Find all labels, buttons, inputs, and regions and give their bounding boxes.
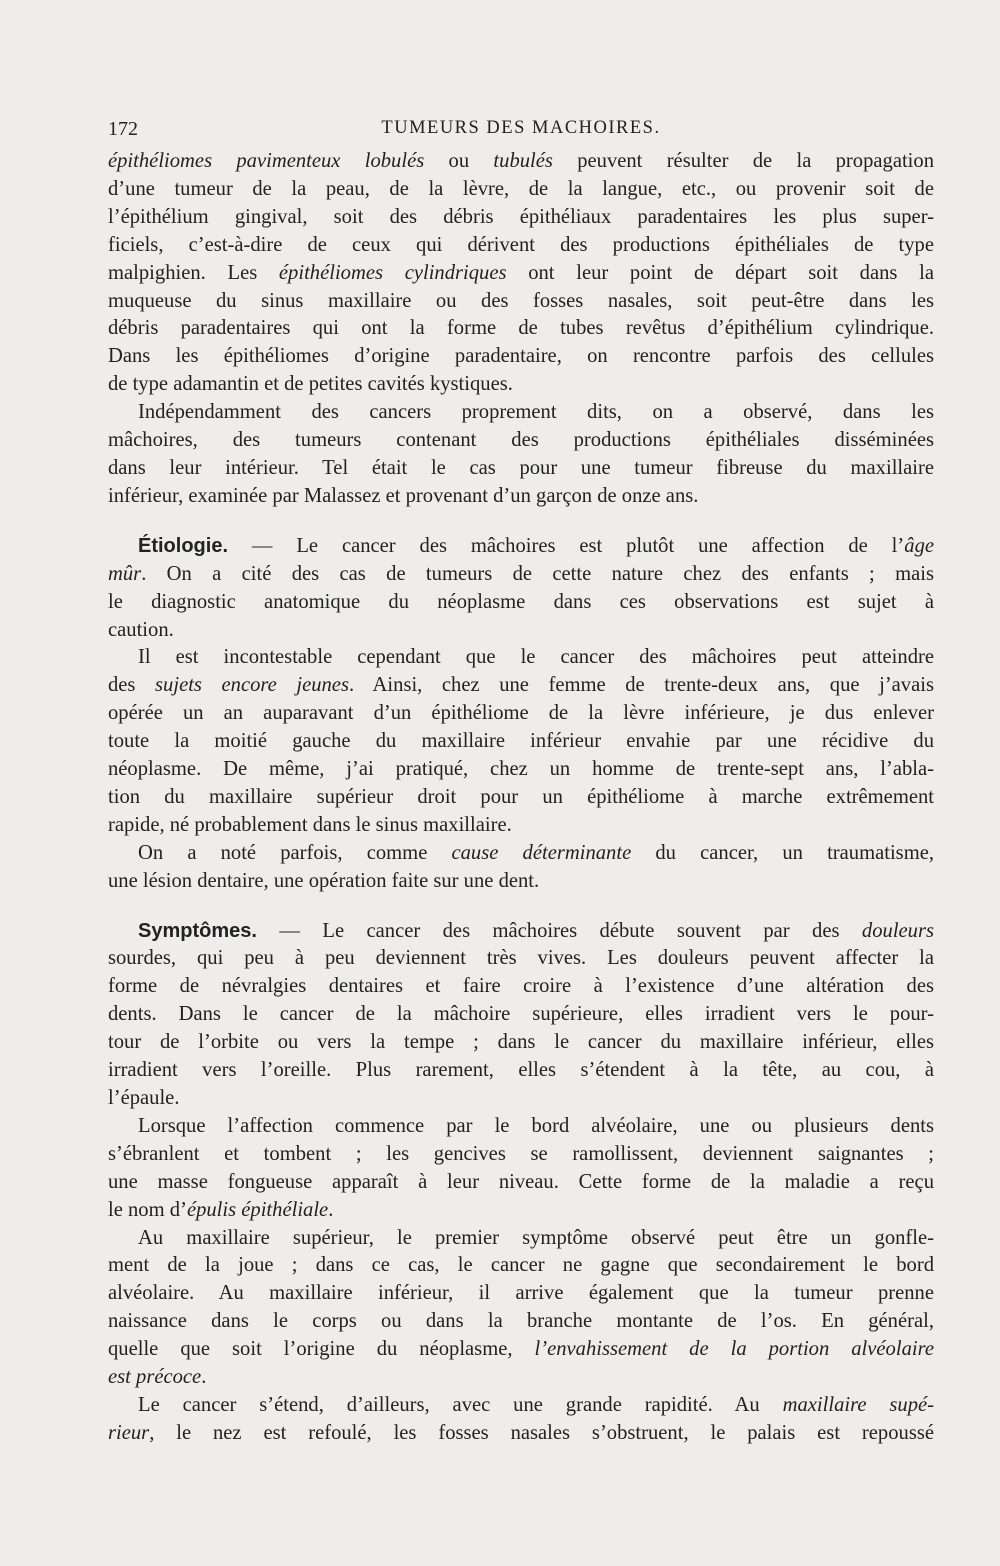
italic-text: épithéliomes cylindriques [278,261,507,284]
text-run: l’épithélium gingival, soit des débris épithéliaux paradentaires les plus super- [108,205,934,228]
text-line [108,288,934,316]
text-run: Il est incontestable cependant que le cancer des mâchoires peut atteindre [138,646,934,669]
text-line [108,343,934,371]
text-run: ont leur point de départ soit dans la [506,261,934,284]
italic-text: rieur [108,1421,150,1444]
text-line [108,1001,934,1029]
section-gap [108,511,934,533]
section-symptomes [108,918,934,1448]
text-line [108,1029,934,1057]
text-run: néoplasme. De même, j’ai pratiqué, chez un homme de trente-sept ans, l’abla- [108,758,934,781]
text-line [108,315,934,343]
section-etiologie [108,533,934,896]
text-run: ficiels, c’est-à-dire de ceux qui dérivent des productions épithéliales de type [108,233,934,256]
text-line [108,561,934,589]
text-line [108,644,934,672]
text-run: l’épaule. [108,1087,180,1109]
italic-text: mûr [108,562,142,585]
page-header [108,118,934,148]
text-line [108,260,934,288]
text-run: toute la moitié gauche du maxillaire inférieur envahie par une récidive du [108,730,934,753]
text-line [108,589,934,617]
text-run: — Le cancer des mâchoires est plutôt une affection de l’ [228,534,905,557]
text-line [108,483,934,511]
paragraph [108,148,934,399]
section-heading: Symptômes. [138,919,257,942]
italic-text: l’envahissement de la portion alvéolaire [534,1338,934,1361]
text-run: Dans les épithéliomes d’origine paradentaire, on rencontre parfois des cellules [108,345,934,368]
paragraph [108,1392,934,1448]
text-line [108,918,934,946]
text-run: opérée un an auparavant d’un épithéliome de la lèvre inférieure, je dus enlever [108,702,934,725]
italic-text: douleurs [861,919,934,942]
text-line [108,455,934,483]
text-run: irradient vers l’oreille. Plus rarement, elles s’étendent à la tête, au cou, à [108,1059,934,1082]
text-line [108,1392,934,1420]
paragraph [108,918,934,1113]
text-line [108,1169,934,1197]
text-line [108,204,934,232]
paragraph [108,1225,934,1392]
text-run: le nom d’ [108,1198,187,1221]
text-line [108,1308,934,1336]
paragraph [108,840,934,896]
text-line [108,1336,934,1364]
paragraph [108,1113,934,1225]
text-run: ment de la joue ; dans ce cas, le cancer ne gagne que secondairement le bord [108,1254,934,1277]
paragraph [108,399,934,511]
text-run: alvéolaire. Au maxillaire inférieur, il arrive également que la tumeur prenne [108,1282,934,1305]
text-line [108,728,934,756]
text-line [108,945,934,973]
italic-text: épulis épithéliale [186,1198,329,1221]
italic-text: épithéliomes pavimenteux lobulés [108,150,425,172]
text-line [108,1252,934,1280]
text-run: peuvent résulter de la propagation [552,150,934,172]
text-run: s’ébranlent et tombent ; les gencives se ramollissent, deviennent saignantes ; [108,1142,934,1165]
text-run: sourdes, qui peu à peu deviennent très vives. Les douleurs peuvent affecter la [108,947,934,970]
text-run: Au maxillaire supérieur, le premier symptôme observé peut être un gonfle- [138,1226,934,1249]
text-run: du cancer, un traumatisme, [631,841,935,864]
text-line [108,1225,934,1253]
text-run: — Le cancer des mâchoires débute souvent par des [256,919,862,942]
text-run: une masse fongueuse apparaît à leur niveau. Cette forme de la maladie a reçu [108,1170,934,1193]
italic-text: maxillaire supé- [782,1393,934,1416]
text-run: dents. Dans le cancer de la mâchoire supérieure, elles irradient vers le pour- [108,1003,934,1026]
text-run: mâchoires, des tumeurs contenant des productions épithéliales disséminées [108,429,934,452]
text-line [108,784,934,812]
text-run: débris paradentaires qui ont la forme de tubes revêtus d’épithélium cylindrique. [108,317,934,340]
text-run: , le nez est refoulé, les fosses nasales s’obstruent, le palais est repoussé [149,1421,934,1444]
text-line [108,1085,934,1113]
text-line [108,371,934,399]
text-run: muqueuse du sinus maxillaire ou des fosses nasales, soit peut-être dans les [108,289,934,312]
text-run: malpighien. Les [108,261,279,284]
text-line [108,533,934,561]
text-line [108,700,934,728]
text-run: forme de névralgies dentaires et faire croire à l’existence d’une altération des [108,975,934,998]
text-run: rapide, né probablement dans le sinus maxillaire. [108,813,512,836]
text-line [108,176,934,204]
text-run: Le cancer s’étend, d’ailleurs, avec une grande rapidité. Au [138,1393,783,1416]
text-line [108,232,934,260]
text-line [108,1280,934,1308]
text-run: caution. [108,618,174,641]
text-run: . Ainsi, chez une femme de trente-deux ans, que j’avais [348,674,934,697]
running-title: TUMEURS DES MACHOIRES. [381,118,661,138]
text-line [108,617,934,645]
text-line [108,973,934,1001]
body-text [108,148,934,1448]
text-run: ou [424,150,494,172]
text-run: d’une tumeur de la peau, de la lèvre, de la langue, etc., ou provenir soit de [108,177,934,200]
text-run: . [328,1198,334,1221]
text-line [108,756,934,784]
text-run: On a noté parfois, comme [138,841,452,864]
text-line [108,1420,934,1448]
text-run: . On a cité des cas de tumeurs de cette nature chez des enfants ; mais [141,562,934,585]
text-line [108,1197,934,1225]
text-run: des [108,674,156,697]
text-line [108,868,934,896]
text-run: Indépendamment des cancers proprement dits, on a observé, dans les [138,401,934,424]
text-line [108,672,934,700]
text-line [108,399,934,427]
text-run: tour de l’orbite ou vers la tempe ; dans le cancer du maxillaire inférieur, elles [108,1031,934,1054]
text-run: quelle que soit l’origine du néoplasme, [108,1338,535,1361]
section-heading: Étiologie. [138,534,228,557]
italic-text: cause déterminante [451,841,632,864]
text-line [108,1364,934,1392]
text-line [108,427,934,455]
section-gap [108,896,934,918]
text-line [108,1057,934,1085]
paragraph [108,533,934,645]
italic-text: est précoce [108,1366,202,1389]
italic-text: âge [904,534,934,557]
text-run: inférieur, examinée par Malassez et provenant d’un garçon de onze ans. [108,484,699,507]
paragraph [108,644,934,839]
text-line [108,840,934,868]
text-line [108,1141,934,1169]
text-run: une lésion dentaire, une opération faite sur une dent. [108,869,540,892]
italic-text: tubulés [493,150,553,172]
italic-text: sujets encore jeunes [155,674,349,697]
page-number: 172 [108,118,138,140]
text-run: de type adamantin et de petites cavités kystiques. [108,373,513,396]
text-run: tion du maxillaire supérieur droit pour un épithéliome à marche extrêmement [108,785,934,808]
text-line [108,812,934,840]
text-run: . [201,1366,207,1389]
text-run: Lorsque l’affection commence par le bord alvéolaire, une ou plusieurs dents [138,1114,934,1137]
text-run: dans leur intérieur. Tel était le cas pour une tumeur fibreuse du maxillaire [108,456,934,479]
text-run: naissance dans le corps ou dans la branche montante de l’os. En général, [108,1310,934,1333]
text-line [108,1113,934,1141]
text-line [108,148,934,176]
text-run: le diagnostic anatomique du néoplasme dans ces observations est sujet à [108,590,934,613]
